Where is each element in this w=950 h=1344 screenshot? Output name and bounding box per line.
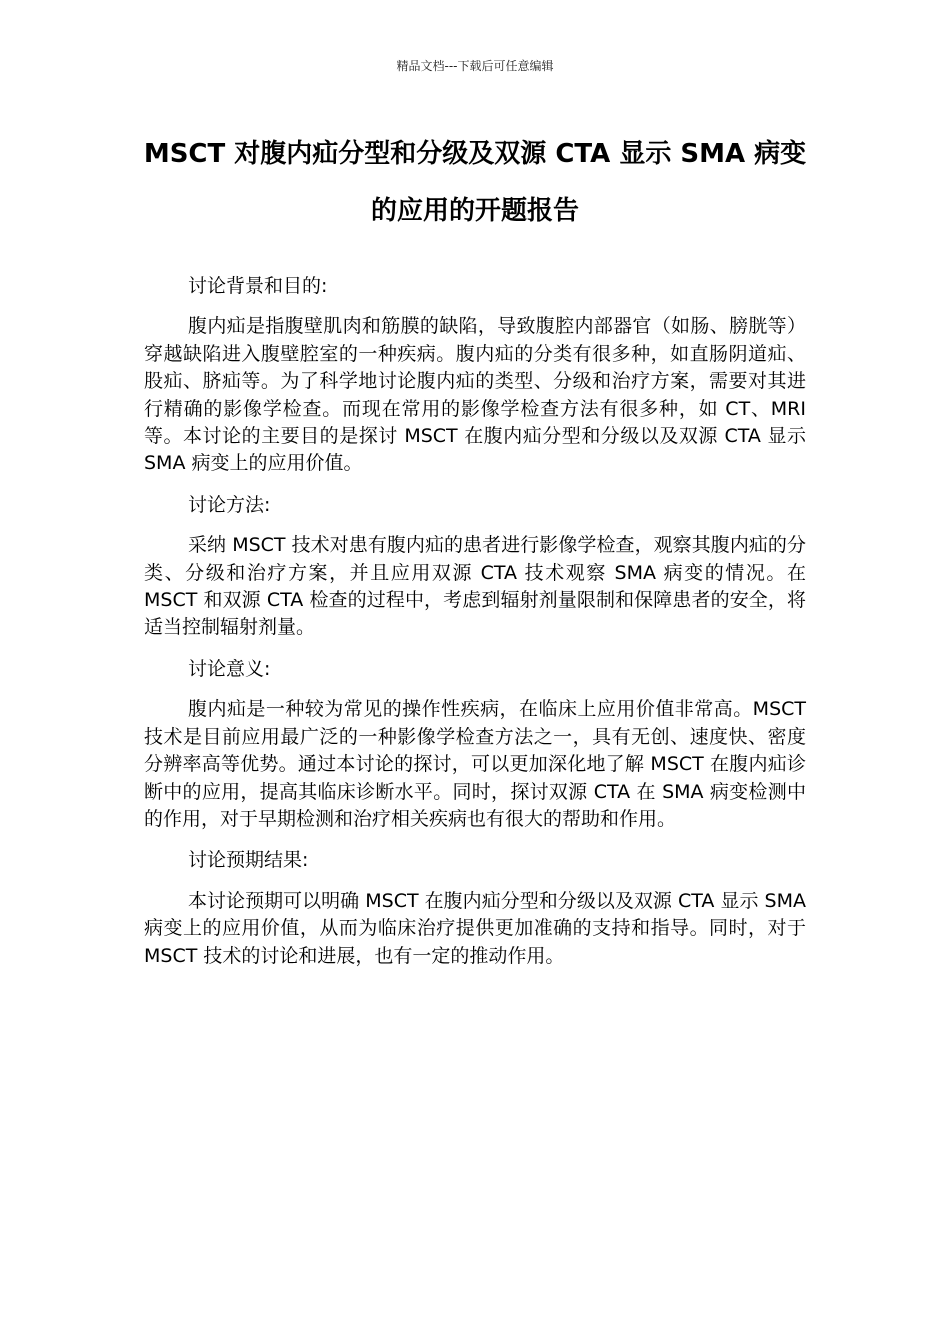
header-note: 精品文档---下载后可任意编辑 [396, 59, 554, 73]
section-heading: 讨论背景和目的: [188, 275, 328, 297]
document-body [144, 273, 806, 984]
section-significance [144, 656, 806, 833]
section-heading: 讨论方法: [188, 493, 271, 516]
section-background [144, 273, 806, 478]
section-expected-results [144, 847, 806, 970]
section-paragraph: 采纳 MSCT 技术对患有腹内疝的患者进行影像学检查，观察其腹内疝的分类、分级和治疗方案，并且应用双源 CTA 技术观察 SMA 病变的情况。在 MSCT 和双源 CTA 检查的过程中，考虑到辐射剂量限制和保障患者的安全，将适当控制辐射剂量。 [144, 534, 806, 639]
section-heading: 讨论意义: [188, 657, 271, 680]
section-paragraph: 本讨论预期可以明确 MSCT 在腹内疝分型和分级以及双源 CTA 显示 SMA 病变上的应用价值，从而为临床治疗提供更加准确的支持和指导。同时，对于 MSCT 技术的讨论和进展，也有一定的推动作用。 [144, 889, 806, 967]
section-heading: 讨论预期结果: [188, 849, 309, 872]
section-paragraph: 腹内疝是一种较为常见的操作性疾病，在临床上应用价值非常高。MSCT 技术是目前应用最广泛的一种影像学检查方法之一，具有无创、速度快、密度分辨率高等优势。通过本讨论的探讨，可以更加深化地了解 MSCT 在腹内疝诊断中的应用，提高其临床诊断水平。同时，探讨双源 CTA 在 SMA 病变检测中的作用，对于早期检测和治疗相关疾病也有很大的帮助和作用。 [144, 698, 806, 830]
section-methods [144, 492, 806, 642]
document-title: MSCT 对腹内疝分型和分级及双源 CTA 显示 SMA 病变的应用的开题报告 [143, 139, 807, 226]
section-paragraph: 腹内疝是指腹壁肌肉和筋膜的缺陷，导致腹腔内部器官（如肠、膀胱等）穿越缺陷进入腹壁腔室的一种疾病。腹内疝的分类有很多种，如直肠阴道疝、股疝、脐疝等。为了科学地讨论腹内疝的类型、分级和治疗方案，需要对其进行精确的影像学检查。而现在常用的影像学检查方法有很多种，如 CT、MRI 等。本讨论的主要目的是探讨 MSCT 在腹内疝分型和分级以及双源 CTA 显示 SMA 病变上的应用价值。 [144, 315, 806, 475]
